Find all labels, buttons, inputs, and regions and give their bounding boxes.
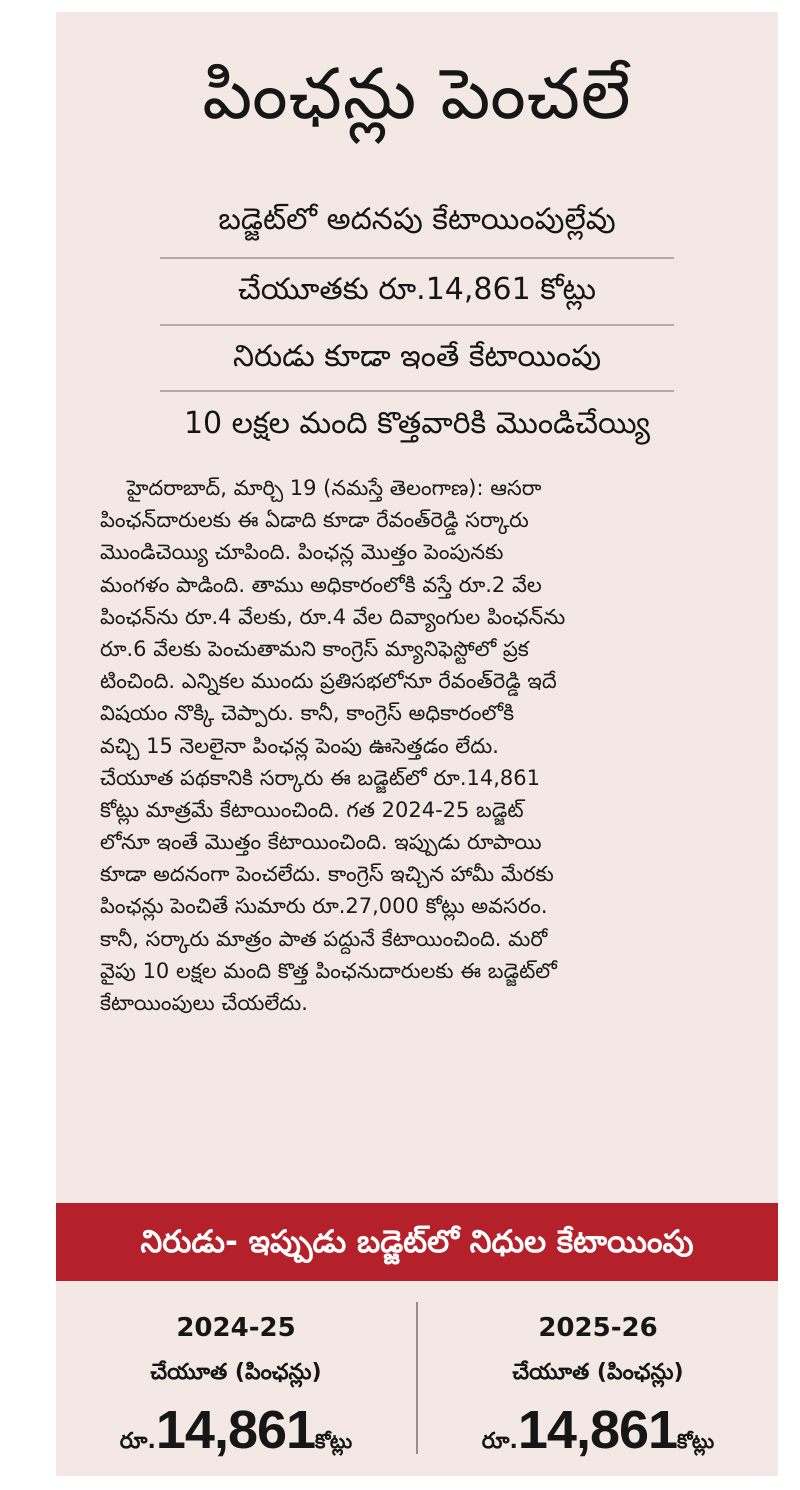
allocation-amount <box>56 1396 416 1477</box>
body-line: వచ్చి 15 నెలలైనా పింఛన్ల పెంపు ఊసెత్తడం లేదు. <box>100 733 499 758</box>
divider <box>160 324 674 326</box>
headline: పింఛన్లు పెంచలే <box>202 53 632 135</box>
deck-line-4: 10 లక్షల మంది కొత్తవారికి మొండిచేయ్యి <box>183 406 651 441</box>
currency-prefix: రూ. <box>119 1429 156 1454</box>
body-line: కేటాయింపులు చేయలేదు. <box>100 991 308 1015</box>
body-line: కూడా అదనంగా పెంచలేదు. కాంగ్రెస్ ఇచ్చిన హామీ మేరకు <box>100 862 554 887</box>
amount-unit: కోట్లు <box>677 1429 715 1453</box>
amount-unit: కోట్లు <box>315 1429 353 1453</box>
allocation-banner: నిరుడు- ఇప్పుడు బడ్జెట్‌లో నిధుల కేటాయింపు <box>56 1203 778 1281</box>
body-line: టించింది. ఎన్నికల ముందు ప్రతిసభలోనూ రేవంత్‌రెడ్డి ఇదే <box>100 669 557 694</box>
body-line: పింఛన్‌ను రూ.4 వేలకు, రూ.4 వేల దివ్యాంగుల పింఛన్‌ను <box>100 604 566 629</box>
body-line: రూ.6 వేలకు పెంచుతామని కాంగ్రెస్ మ్యానిఫెస్టోలో ప్రక <box>100 636 529 661</box>
news-clipping <box>56 12 778 1476</box>
amount-value: 14,861 <box>517 1400 678 1460</box>
divider <box>160 257 674 259</box>
fiscal-year: 2025-26 <box>538 1313 658 1343</box>
allocation-column-2024-25 <box>56 1304 416 1477</box>
deck-line-3: నిరుడు కూడా ఇంతే కేటాయింపు <box>232 339 602 374</box>
allocation-column-2025-26 <box>418 1304 778 1477</box>
body-line: మంగళం పాడింది. తాము అధికారంలోకి వస్తే రూ.2 వేల <box>100 572 542 597</box>
body-line: వైపు 10 లక్షల మంది కొత్త పింఛనుదారులకు ఈ బడ్జెట్‌లో <box>100 958 557 983</box>
scheme-label: చేయూత (పింఛన్లు) <box>150 1360 322 1385</box>
body-line: లోనూ ఇంతే మొత్తం కేటాయించింది. ఇప్పుడు రూపాయి <box>100 830 542 855</box>
body-line: చేయూత పథకానికి సర్కారు ఈ బడ్జెట్‌లో రూ.14,861 <box>100 765 540 790</box>
allocation-amount <box>418 1396 778 1477</box>
body-line: కోట్లు మాత్రమే కేటాయించింది. గత 2024-25 బడ్జెట్ <box>100 797 524 822</box>
body-line: పింఛన్‌దారులకు ఈ ఏడాది కూడా రేవంత్‌రెడ్డి సర్కారు <box>100 508 529 533</box>
body-line: మొండిచెయ్యి చూపింది. పింఛన్ల మొత్తం పెంపునకు <box>100 540 504 565</box>
currency-prefix: రూ. <box>481 1429 518 1454</box>
article-body <box>100 472 740 1019</box>
scheme-label: చేయూత (పింఛన్లు) <box>512 1360 684 1385</box>
deck-line-1: బడ్జెట్‌లో అదనపు కేటాయింపుల్లేవు <box>218 202 616 237</box>
deck-line-2: చేయూతకు రూ.14,861 కోట్లు <box>238 272 596 307</box>
body-line: హైదరాబాద్, మార్చి 19 (నమస్తే తెలంగాణ): ఆసరా <box>100 476 542 500</box>
divider <box>160 390 674 392</box>
body-line: విషయం నొక్కి చెప్పారు. కానీ, కాంగ్రెస్ అధికారంలోకి <box>100 701 515 726</box>
amount-value: 14,861 <box>155 1400 316 1460</box>
body-line: పింఛన్లు పెంచితే సుమారు రూ.27,000 కోట్లు అవసరం. <box>100 894 548 919</box>
body-line: కానీ, సర్కారు మాత్రం పాత పద్దునే కేటాయించింది. మరో <box>100 926 548 951</box>
fiscal-year: 2024-25 <box>176 1313 296 1343</box>
